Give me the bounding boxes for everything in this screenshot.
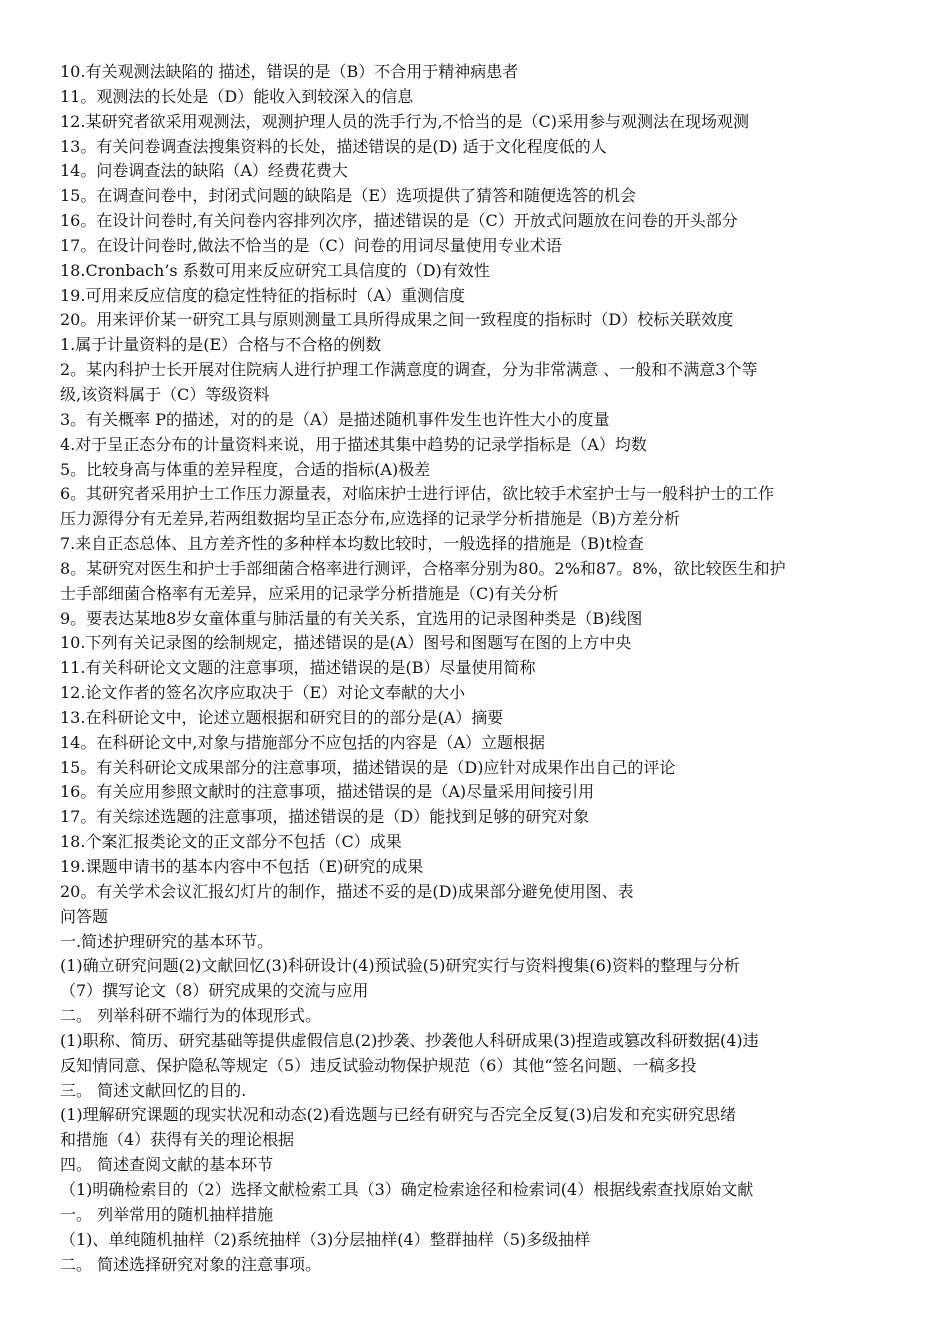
text-line: 20。有关学术会议汇报幻灯片的制作，描述不妥的是(D)成果部分避免使用图、表 <box>60 881 634 901</box>
text-line: 16。有关应用参照文献时的注意事项，描述错误的是（A)尽量采用间接引用 <box>60 782 595 802</box>
text-line: 反知情同意、保护隐私等规定（5）违反试验动物保护规范（6）其他“签名问题、一稿多投 <box>60 1055 697 1075</box>
text-line: 士手部细菌合格率有无差异，应采用的记录学分析措施是（C)有关分析 <box>60 583 559 603</box>
text-line: 16。在设计问卷时,有关问卷内容排列次序，描述错误的是（C）开放式问题放在问卷的开头部分 <box>60 211 738 231</box>
text-line: 11.有关科研论文文题的注意事项，描述错误的是(B）尽量使用简称 <box>60 658 536 678</box>
text-line: 15。有关科研论文成果部分的注意事项，描述错误的是（D)应针对成果作出自己的评论 <box>60 757 676 777</box>
text-line: 一.简述护理研究的基本环节。 <box>60 931 274 951</box>
text-line: 18.Cronbach’s 系数可用来反应研究工具信度的（D)有效性 <box>60 260 490 280</box>
text-line: 12.论文作者的签名次序应取决于（E）对论文奉献的大小 <box>60 683 466 703</box>
text-line: 11。观测法的长处是（D）能收入到较深入的信息 <box>60 86 414 106</box>
text-line: 19.可用来反应信度的稳定性特征的指标时（A）重测信度 <box>60 285 466 305</box>
text-line: 三。 简述文献回忆的目的. <box>60 1080 247 1100</box>
text-line: 15。在调查问卷中，封闭式问题的缺陷是（E）选项提供了猜答和随便选答的机会 <box>60 186 637 206</box>
text-line: （1)明确检索目的（2）选择文献检索工具（3）确定检索途径和检索词(4）根据线索查找原始文献 <box>60 1179 754 1199</box>
text-line: 18.个案汇报类论文的正文部分不包括（C）成果 <box>60 832 402 852</box>
text-line: 9。要表达某地8岁女童体重与肺活量的有关关系，宜选用的记录图种类是（B)线图 <box>60 608 643 628</box>
text-line: 3。有关概率 P的描述，对的的是（A）是描述随机事件发生也许性大小的度量 <box>60 409 610 429</box>
text-line: 10.有关观测法缺陷的 描述，错误的是（B）不合用于精神病患者 <box>60 62 519 81</box>
text-line: 14。在科研论文中,对象与措施部分不应包括的内容是（A）立题根据 <box>60 732 546 752</box>
text-line: (1)职称、简历、研究基础等提供虚假信息(2)抄袭、抄袭他人科研成果(3)捏造或篡改科研数据(4)违 <box>60 1030 759 1050</box>
text-line: 级,该资料属于（C）等级资料 <box>60 384 270 404</box>
text-line: 1.属于计量资料的是(E）合格与不合格的例数 <box>60 335 382 355</box>
text-line: 7.来自正态总体、且方差齐性的多种样本均数比较时，一般选择的措施是（B)t检查 <box>60 534 644 554</box>
text-line: 13。有关问卷调查法搜集资料的长处，描述错误的是(D) 适于文化程度低的人 <box>60 136 607 156</box>
text-line: 二。 列举科研不端行为的体现形式。 <box>60 1006 322 1026</box>
text-line: 20。用来评价某一研究工具与原则测量工具所得成果之间一致程度的指标时（D）校标关联效度 <box>60 310 734 330</box>
text-line: 8。某研究对医生和护士手部细菌合格率进行测评，合格率分别为80。2%和87。8%，欲比较医生和护 <box>60 558 786 578</box>
text-line: 17。有关综述选题的注意事项，描述错误的是（D）能找到足够的研究对象 <box>60 807 590 827</box>
text-line: （7）撰写论文（8）研究成果的交流与应用 <box>60 981 369 1001</box>
text-line: (1)确立研究问题(2)文献回忆(3)科研设计(4)预试验(5)研究实行与资料搜集(6)资料的整理与分析 <box>60 956 740 976</box>
text-line: 四。 简述查阅文献的基本环节 <box>60 1155 274 1175</box>
text-line: 4.对于呈正态分布的计量资料来说，用于描述其集中趋势的记录学指标是（A）均数 <box>60 434 647 454</box>
text-line: 2。某内科护士长开展对住院病人进行护理工作满意度的调查，分为非常满意 、一般和不满意3个等 <box>60 360 758 380</box>
document-page <box>60 60 900 1277</box>
text-line: 5。比较身高与体重的差异程度，合适的指标(A)极差 <box>60 459 431 479</box>
text-line: 问答题 <box>60 906 109 926</box>
text-line: 17。在设计问卷时,做法不恰当的是（C）问卷的用词尽量使用专业术语 <box>60 235 562 255</box>
text-line: 13.在科研论文中，论述立题根据和研究目的的部分是(A）摘要 <box>60 707 504 727</box>
text-line: 压力源得分有无差异,若两组数据均呈正态分布,应选择的记录学分析措施是（B)方差分析 <box>60 509 681 529</box>
text-line: 二。 简述选择研究对象的注意事项。 <box>60 1254 322 1274</box>
text-line: 一。 列举常用的随机抽样措施 <box>60 1204 274 1224</box>
text-line: 19.课题申请书的基本内容中不包括（E)研究的成果 <box>60 857 424 876</box>
text-line: 和措施（4）获得有关的理论根据 <box>60 1130 295 1150</box>
text-line: (1)理解研究课题的现实状况和动态(2)看选题与已经有研究与否完全反复(3)启发和充实研究思绪 <box>60 1105 736 1125</box>
text-line: 6。其研究者采用护士工作压力源量表，对临床护士进行评估，欲比较手术室护士与一般科护士的工作 <box>60 484 775 504</box>
text-line: （1)、单纯随机抽样（2)系统抽样（3)分层抽样(4）整群抽样（5)多级抽样 <box>60 1229 591 1249</box>
text-line: 14。问卷调查法的缺陷（A）经费花费大 <box>60 161 348 181</box>
text-line: 12.某研究者欲采用观测法，观测护理人员的洗手行为,不恰当的是（C)采用参与观测法在现场观测 <box>60 111 750 131</box>
text-line: 10.下列有关记录图的绘制规定，描述错误的是(A）图号和图题写在图的上方中央 <box>60 633 632 653</box>
